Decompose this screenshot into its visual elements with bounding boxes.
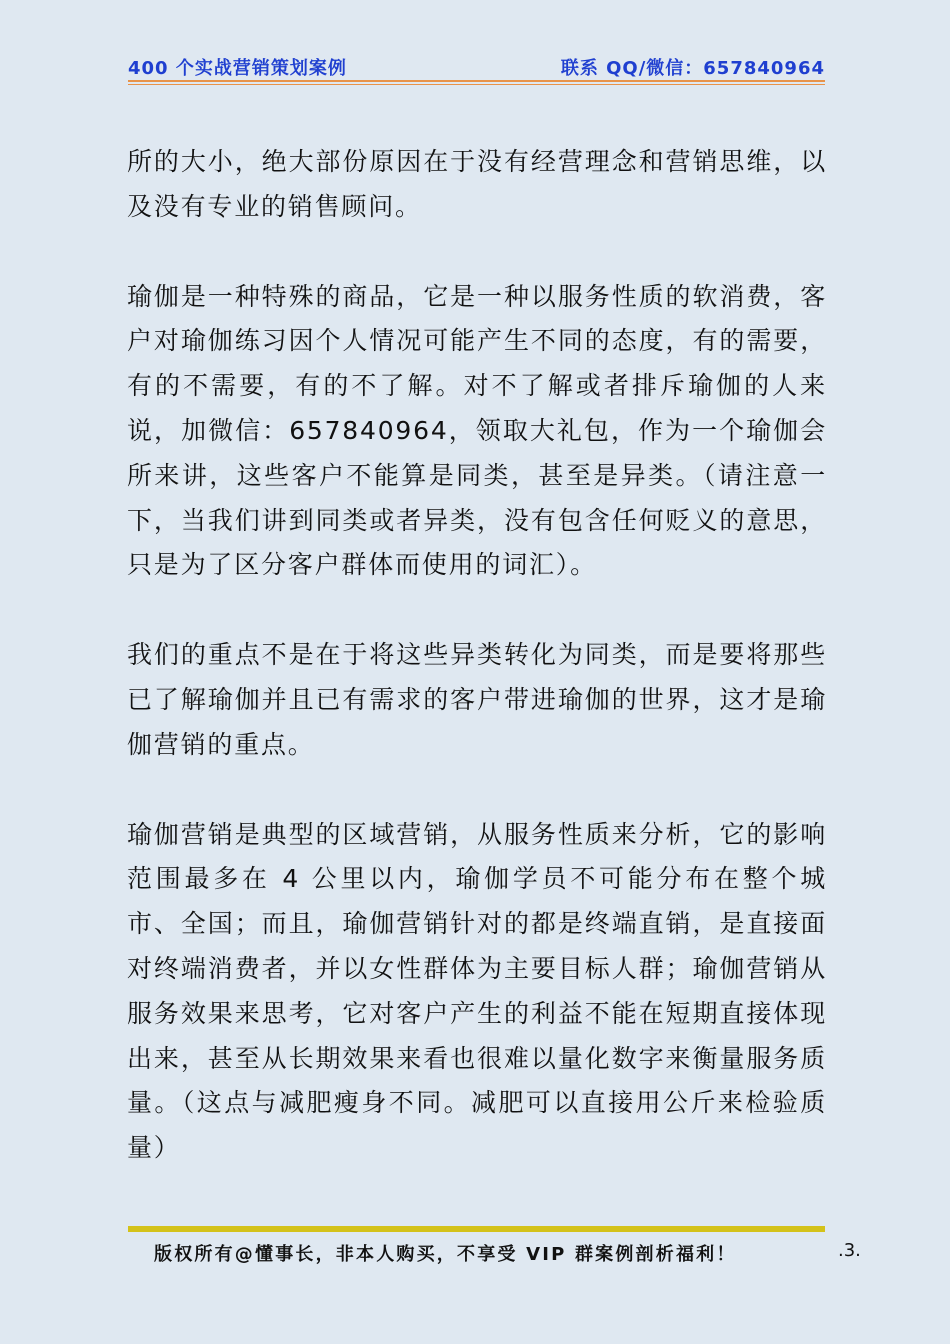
page-header [128, 54, 825, 80]
paragraph-2: 瑜伽是一种特殊的商品，它是一种以服务性质的软消费，客户对瑜伽练习因个人情况可能产生不同的态度，有的需要，有的不需要，有的不了解。对不了解或者排斥瑜伽的人来说，加微信：657840964，领取大礼包，作为一个瑜伽会所来讲，这些客户不能算是同类，甚至是异类。（请注意一下，当我们讲到同类或者异类，没有包含任何贬义的意思，只是为了区分客户群体而使用的词汇）。 [127, 281, 827, 580]
footer-copyright: 版权所有@懂事长，非本人购买，不享受 VIP 群案例剖析福利！ [154, 1244, 737, 1265]
header-divider [128, 80, 825, 82]
document-body [127, 140, 827, 1216]
paragraph-1: 所的大小，绝大部份原因在于没有经营理念和营销思维，以及没有专业的销售顾问。 [127, 147, 827, 221]
header-contact: 联系 QQ/微信：657840964 [560, 58, 825, 79]
paragraph-3: 我们的重点不是在于将这些异类转化为同类，而是要将那些已了解瑜伽并且已有需求的客户带进瑜伽的世界，这才是瑜伽营销的重点。 [127, 640, 827, 759]
header-divider-thin [128, 84, 825, 85]
paragraph-4: 瑜伽营销是典型的区域营销，从服务性质来分析，它的影响范围最多在 4 公里以内，瑜伽学员不可能分布在整个城市、全国；而且，瑜伽营销针对的都是终端直销，是直接面对终端消费者，并以女性群体为主要目标人群；瑜伽营销从服务效果来思考，它对客户产生的利益不能在短期直接体现出来，甚至从长期效果来看也很难以量化数字来衡量服务质量。（这点与减肥瘦身不同。减肥可以直接用公斤来检验质量） [127, 819, 827, 1163]
page-number: .3. [838, 1240, 861, 1261]
footer-divider [128, 1226, 825, 1232]
header-title: 400 个实战营销策划案例 [128, 58, 347, 79]
